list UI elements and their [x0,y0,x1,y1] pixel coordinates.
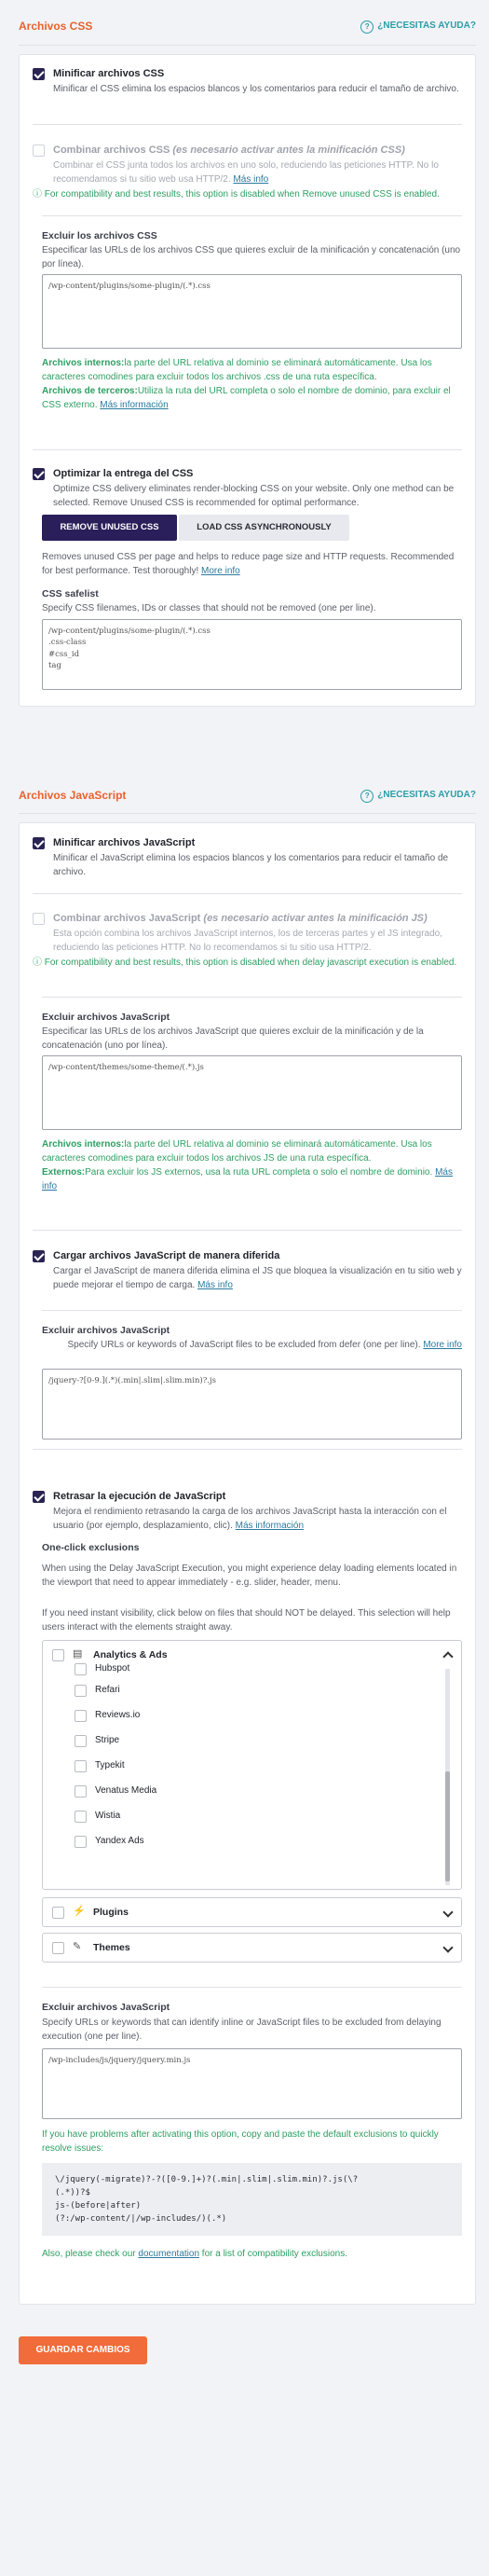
sub-desc: Specify URLs or keywords that can identify inline or JavaScript files to be excluded from delaying execution (one per line). [42,2018,441,2042]
accordion-header[interactable] [43,1934,461,1962]
css-card [19,54,476,707]
exclude-help [42,1137,462,1193]
accordion-title: Themes [93,1942,130,1953]
option-label: Retrasar la ejecución de JavaScript [53,1491,226,1502]
compat-notice [33,187,462,201]
item-checkbox[interactable] [75,1710,87,1722]
section-title: Archivos JavaScript [19,789,127,802]
option-label: Minificar archivos CSS [53,68,165,79]
note-post: for a list of compatibility exclusions. [201,2249,347,2259]
js-exclude-textarea[interactable]: /wp-content/themes/some-theme/(.*).js [42,1055,462,1130]
divider [19,813,476,814]
desc-text: Removes unused CSS per page and helps to reduce page size and HTTP requests. Recommended for best performance. Test thoroughly! [42,552,455,576]
item-label: Refari [95,1685,120,1695]
option-label: Cargar archivos JavaScript de manera diferida [53,1250,280,1261]
load-css-async-button[interactable]: LOAD CSS ASYNCHRONOUSLY [179,515,349,541]
documentation-link[interactable]: documentation [138,2249,200,2259]
item-checkbox[interactable] [75,1811,87,1823]
divider [33,1230,462,1231]
item-label: Venatus Media [95,1785,157,1796]
js-delay-exclude-textarea[interactable]: /wp-includes/js/jquery/jquery.min.js [42,2048,462,2119]
option-label: Minificar archivos JavaScript [53,837,196,848]
desc-text: Combinar el CSS junta todos los archivos en uno solo, reduciendo las peticiones HTTP. No lo recomendamos si tu sitio web usa HTTP/2. [53,160,439,185]
item-label: Stripe [95,1735,120,1745]
internal-text: la parte del URL relativa al dominio se eliminará automáticamente. Usa los caracteres comodines para excluir todos los archivos .css de una ruta específica. [42,358,432,382]
help-label: ¿NECESITAS AYUDA? [377,790,476,801]
js-defer-checkbox[interactable] [33,1250,45,1262]
more-info-link[interactable]: Más información [235,1521,305,1531]
option-desc: Minificar el CSS elimina los espacios blancos y los comentarios para reducir el tamaño de archivo. [53,84,459,94]
desc-text: Cargar el JavaScript de manera diferida elimina el JS que bloquea la visualización en tu sitio web y puede mejorar el tiempo de carga. [53,1266,462,1290]
more-info-link[interactable]: Más info [233,174,269,185]
compat-notice [33,956,462,970]
section-title: Archivos CSS [19,20,93,33]
css-safelist-textarea[interactable]: /wp-content/plugins/some-plugin/(.*).css .css-class #css_id tag [42,619,462,690]
divider [33,124,462,125]
note-pre: Also, please check our [42,2249,136,2259]
divider [19,45,476,46]
item-label: Typekit [95,1760,125,1770]
problem-note: If you have problems after activating this option, copy and paste the default exclusions to quickly resolve issues: [42,2129,439,2154]
item-checkbox[interactable] [75,1663,87,1675]
help-icon: ? [360,21,374,34]
notice-text: For compatibility and best results, this option is disabled when delay javascript execution is enabled. [44,957,457,968]
option-label [53,912,428,927]
accordion-list [43,1663,461,1889]
external-text: Utiliza la ruta del URL completa o solo el nombre de dominio, para excluir el CSS externo. [42,386,451,410]
css-exclude-textarea[interactable]: /wp-content/plugins/some-plugin/(.*).css [42,274,462,349]
help-icon: ? [360,790,374,803]
label-text: Combinar archivos CSS [53,145,170,156]
desc-text: Specify URLs or keywords of JavaScript files to be excluded from defer (one per line). [67,1340,421,1350]
sub-title: Excluir archivos JavaScript [42,1325,170,1336]
save-changes-button[interactable]: GUARDAR CAMBIOS [19,2336,147,2364]
group-checkbox[interactable] [52,1942,64,1954]
js-minify-checkbox[interactable] [33,837,45,849]
option-desc: Optimize CSS delivery eliminates render-blocking CSS on your website. Only one method can be selected. Remove Unused CSS is recommended for optimal performance. [53,484,455,508]
js-section-header [19,788,476,804]
more-info-link[interactable]: More info [201,566,240,576]
scrollbar[interactable] [445,1669,450,1885]
accordion-title: Analytics & Ads [93,1649,168,1660]
js-delay-checkbox[interactable] [33,1491,45,1503]
item-label: Wistia [95,1811,121,1821]
help-label: ¿NECESITAS AYUDA? [377,21,476,32]
option-desc [53,158,462,186]
desc-text: Mejora el rendimiento retrasando la carga de los archivos JavaScript hasta la interacción con el usuario (por ejemplo, desplazamiento, clic). [53,1507,447,1531]
option-desc [53,927,462,955]
label-note: (es necesario activar antes la minificación CSS) [172,145,405,156]
sub-title: CSS safelist [42,588,99,599]
accordion-themes [42,1933,462,1963]
more-info-link[interactable]: Más info [42,1167,453,1192]
js-combine-checkbox[interactable] [33,913,45,925]
remove-unused-css-button[interactable]: REMOVE UNUSED CSS [42,515,177,541]
divider [33,449,462,450]
option-label: Optimizar la entrega del CSS [53,468,194,479]
sub-desc: Especificar las URLs de los archivos CSS que quieres excluir de la minificación y concatenación (uno por línea). [42,245,461,269]
item-label: Hubspot [95,1663,130,1674]
accordion-header[interactable] [43,1898,461,1926]
item-checkbox[interactable] [75,1836,87,1848]
chevron-down-icon[interactable] [442,1907,453,1917]
sub-desc: Especificar las URLs de los archivos JavaScript que quieres excluir de la minificación y de la concatenación (uno por línea). [42,1026,424,1051]
css-optimize-checkbox[interactable] [33,468,45,480]
css-section-header [19,19,476,34]
notice-text: For compatibility and best results, this option is disabled when Remove unused CSS is enabled. [44,189,440,200]
more-info-link[interactable]: More info [423,1340,462,1350]
plug-icon: ⚡ [73,1906,86,1917]
accordion-title: Plugins [93,1907,129,1918]
scrollbar-thumb[interactable] [445,1771,450,1881]
item-checkbox[interactable] [75,1760,87,1772]
desc-text: Esta opción combina los archivos JavaScript internos, los de terceras partes y el JS integrado, reduciendo las peticiones HTTP. No lo recomendamos si tu sitio usa HTTP/2. [53,929,442,953]
brush-icon: ✎ [73,1941,82,1952]
group-checkbox[interactable] [52,1649,64,1661]
divider [33,893,462,894]
accordion-analytics [42,1640,462,1890]
css-exclude-sub [42,215,462,467]
info-icon: ⓘ [33,957,45,968]
sub-desc [67,1338,462,1352]
sub-title: Excluir archivos JavaScript [42,2002,170,2013]
option-desc [53,1264,462,1292]
internal-label: Archivos internos: [42,358,125,368]
more-info-link[interactable]: Más información [100,400,169,410]
css-optimize-sub [42,515,462,701]
chart-icon: ▤ [73,1648,83,1660]
item-checkbox[interactable] [75,1735,87,1747]
item-label: Yandex Ads [95,1836,144,1846]
js-defer-exclude-sub [42,1310,462,1431]
item-checkbox[interactable] [75,1685,87,1697]
css-minify-checkbox[interactable] [33,68,45,80]
label-text: Combinar archivos JavaScript [53,913,201,924]
external-text: Para excluir los JS externos, usa la ruta URL completa o solo el nombre de dominio. [85,1167,433,1178]
js-exclude-sub [42,997,462,1220]
external-label: Archivos de terceros: [42,386,138,396]
option-desc: Minificar el JavaScript elimina los espacios blancos y los comentarios para reducir el tamaño de archivo. [53,853,449,877]
exclude-help [42,356,462,412]
accordion-plugins [42,1897,462,1927]
internal-text: la parte del URL relativa al dominio se eliminará automáticamente. Usa los caracteres comodines para excluir todos los archivos JS de una ruta específica. [42,1139,432,1164]
more-info-link[interactable]: Más info [197,1280,233,1290]
chevron-down-icon[interactable] [442,1942,453,1952]
chevron-up-icon[interactable] [442,1651,453,1661]
js-oneclick-sub [42,1541,462,2576]
info-icon: ⓘ [33,189,45,200]
default-exclusions-code[interactable]: \/jquery(-migrate)?-?([0-9.]+)?(.min|.slim|.slim.min)?.js(\? (.*))?$ js-(before|after) (?:/wp-content/|/wp-includes/)(.*) [42,2163,462,2236]
js-delay-exclude [42,1987,462,2259]
group-checkbox[interactable] [52,1907,64,1919]
label-note: (es necesario activar antes la minificación JS) [203,913,428,924]
item-checkbox[interactable] [75,1785,87,1798]
doc-note [42,2247,462,2261]
sub-desc: Specify CSS filenames, IDs or classes that should not be removed (one per line). [42,603,376,613]
sub-title: Excluir archivos JavaScript [42,1012,170,1023]
help-link[interactable] [360,789,476,803]
sub-title: One-click exclusions [42,1542,140,1553]
help-link[interactable] [360,20,476,34]
option-desc [53,1505,462,1533]
divider [33,1449,462,1450]
option-label [53,144,405,158]
css-combine-checkbox[interactable] [33,145,45,157]
sub-desc: If you need instant visibility, click below on files that should NOT be delayed. This selection will help users interact with the elements straight away. [42,1608,451,1632]
sub-desc: When using the Delay JavaScript Execution, you might experience delay loading elements located in the viewport that need to appear immediately - e.g. slider, header, menu. [42,1564,457,1588]
external-label: Externos: [42,1167,86,1178]
sub-title: Excluir los archivos CSS [42,230,157,241]
js-defer-exclude-textarea[interactable]: /jquery-?[0-9.](.*)(.min|.slim|.slim.min)?.js [42,1369,462,1440]
item-label: Reviews.io [95,1710,141,1720]
rucss-desc [42,550,462,578]
internal-label: Archivos internos: [42,1139,125,1150]
js-card [19,822,476,2305]
